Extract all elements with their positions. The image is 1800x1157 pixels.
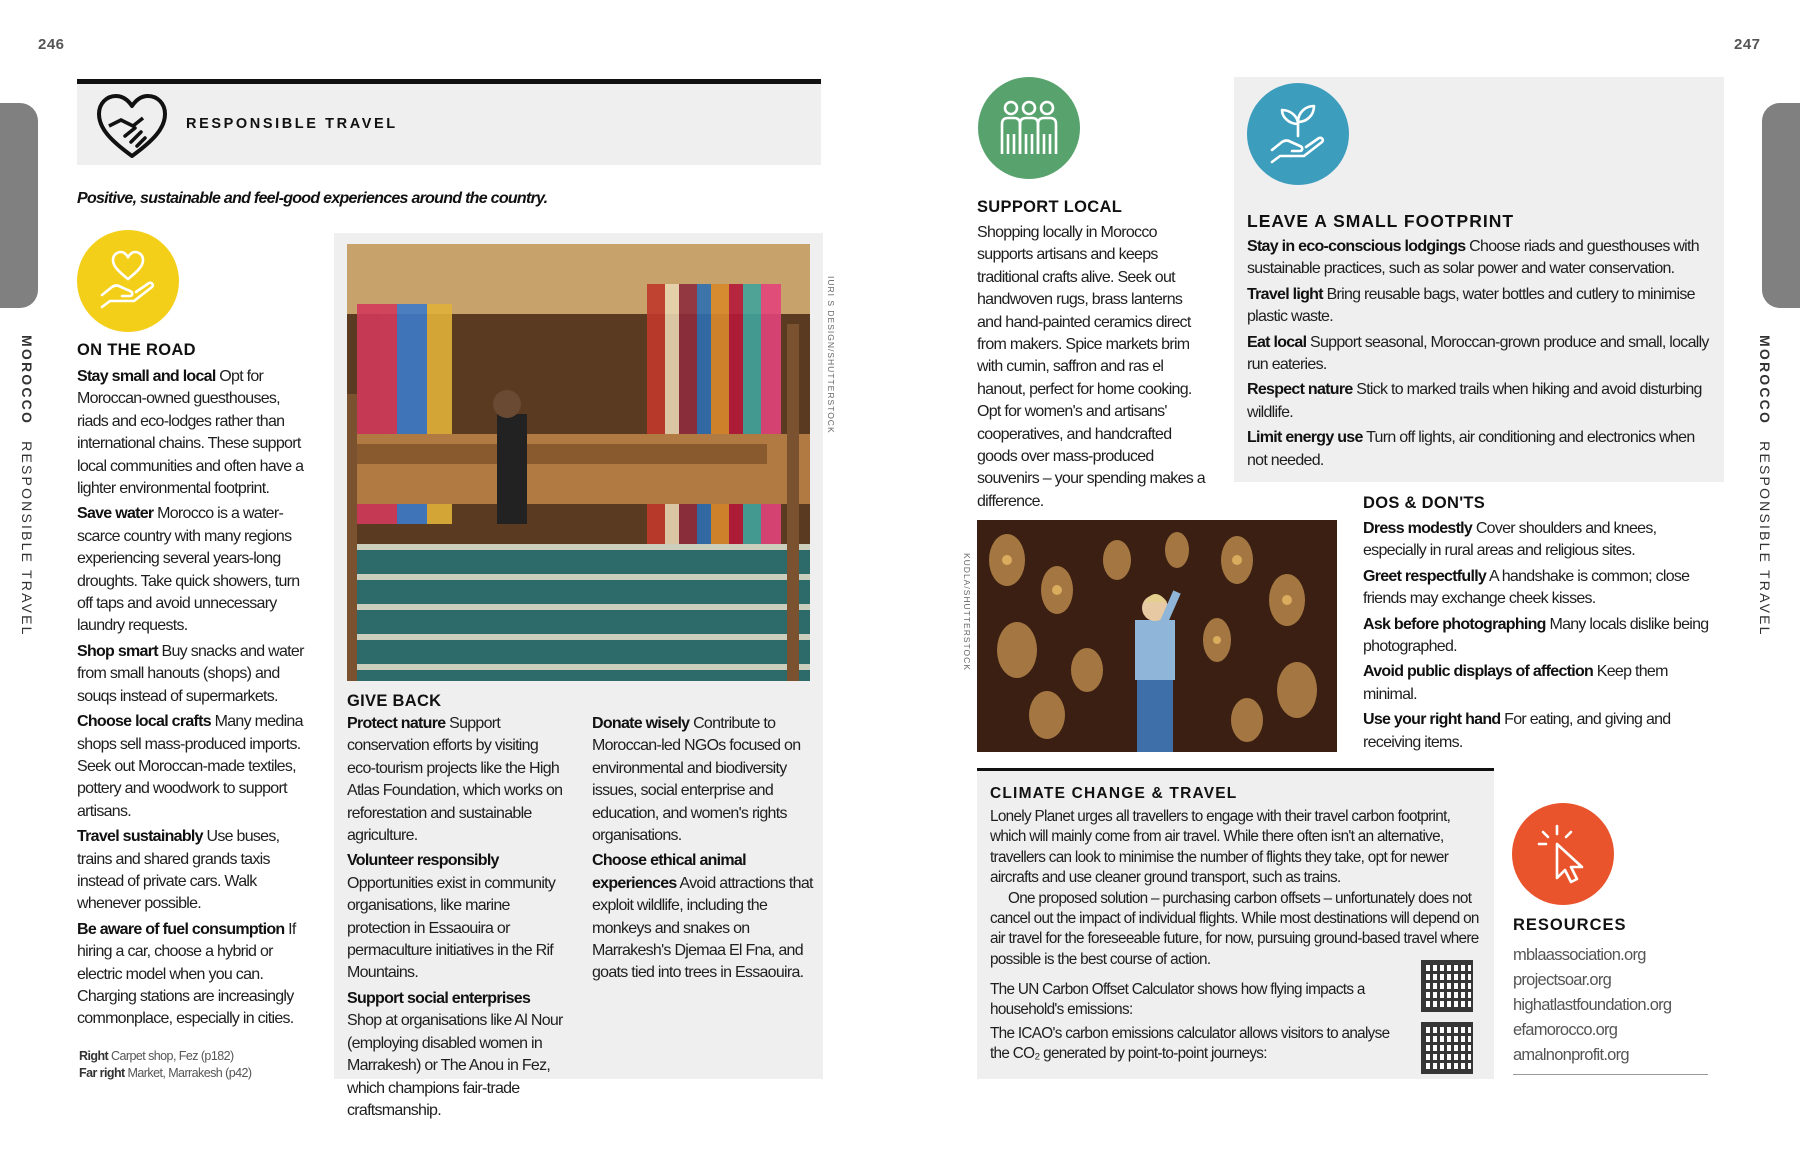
on-the-road-list <box>77 366 312 1034</box>
header-title: RESPONSIBLE TRAVEL <box>186 116 398 132</box>
list-item: Avoid public displays of affection Keep them minimal. <box>1363 663 1668 703</box>
list-item: Travel light Bring reusable bags, water bottles and cutlery to minimise plastic waste. <box>1247 285 1695 326</box>
intro-text: Positive, sustainable and feel-good experiences around the country. <box>77 190 548 207</box>
small-footprint-title: LEAVE A SMALL FOOTPRINT <box>1247 211 1515 231</box>
resource-link[interactable]: amalnonprofit.org <box>1513 1046 1629 1064</box>
climate-paragraph-2: One proposed solution – purchasing carbon offsets – unfortunately does not cancel out the impact of individual flights. While most destinations will depend on air travel for the foreseeable future, for now, pursuing ground-based travel where possible is the best course of action. <box>990 889 1479 968</box>
list-item: Dress modestly Cover shoulders and knees, especially in rural areas and religious sites. <box>1363 520 1657 560</box>
side-label-right <box>1757 335 1773 637</box>
support-local-title: SUPPORT LOCAL <box>977 198 1123 216</box>
page-number-right: 247 <box>1734 36 1761 53</box>
small-footprint-list <box>1247 236 1712 475</box>
photo-credit-left: IURI S DESIGN/SHUTTERSTOCK <box>826 276 836 434</box>
list-item: Choose local crafts Many medina shops sell mass-produced imports. Seek out Moroccan-made textiles, pottery and woodwork to support artisans. <box>77 713 303 820</box>
on-the-road-title: ON THE ROAD <box>77 341 196 359</box>
dos-donts-title: DOS & DON'TS <box>1363 494 1486 512</box>
climate-title: CLIMATE CHANGE & TRAVEL <box>990 785 1238 802</box>
side-label-left <box>19 335 35 637</box>
climate-paragraph-1: Lonely Planet urges all travellers to engage with their travel carbon footprint, which will mainly come from air travel. While there often isn't an alternative, travellers can look to minimise the number of flights they take, opt for newer aircrafts and use cleaner ground transport, such as trains. <box>990 808 1451 887</box>
page-number-left: 246 <box>38 36 65 53</box>
list-item: Ask before photographing Many locals dislike being photographed. <box>1363 615 1709 656</box>
caption-far-right: Far right Market, Marrakesh (p42) <box>79 1066 252 1080</box>
side-label-section: RESPONSIBLE TRAVEL <box>1757 441 1773 637</box>
plant-in-hand-icon <box>1247 83 1349 185</box>
list-item: Volunteer responsibly Opportunities exist in community organisations, like marine protection in Essaouira or permaculture initiatives in the Rif Mountains. <box>347 852 556 982</box>
caption-right: Right Carpet shop, Fez (p182) <box>79 1049 234 1063</box>
community-people-icon <box>978 77 1080 179</box>
qr-code-icon[interactable] <box>1421 1022 1473 1074</box>
header-band <box>77 79 821 165</box>
climate-text <box>990 807 1487 970</box>
chapter-tab-left <box>0 103 38 308</box>
give-back-title: GIVE BACK <box>347 692 442 710</box>
list-item: Choose ethical animal experiences Avoid attractions that exploit wildlife, including the monkeys and snakes on Marrakesh's Djemaa El Fna, and goats tied into trees in Essaouira. <box>592 852 813 982</box>
photo-captions <box>79 1048 251 1082</box>
climate-panel <box>977 768 1494 1079</box>
climate-calc-2: The ICAO's carbon emissions calculator allows visitors to analyse the CO₂ generated by point-to-point journeys: <box>990 1025 1390 1063</box>
heart-in-hand-icon <box>77 230 179 332</box>
list-item: Travel sustainably Use buses, trains and shared grands taxis instead of private cars. Walk whenever possible. <box>77 828 280 913</box>
list-item: Respect nature Stick to marked trails when hiking and avoid disturbing wildlife. <box>1247 381 1702 421</box>
handshake-heart-icon <box>95 92 169 162</box>
climate-calc-1: The UN Carbon Offset Calculator shows how flying impacts a household's emissions: <box>990 981 1365 1019</box>
market-photo <box>977 520 1337 752</box>
list-item: Eat local Support seasonal, Moroccan-grown produce and small, locally run eateries. <box>1247 333 1709 374</box>
resource-link[interactable]: mblaassociation.org <box>1513 946 1646 964</box>
list-item: Stay small and local Opt for Moroccan-owned guesthouses, riads and eco-lodges rather than international chains. These support local communities and often have a lighter environmental footprint. <box>77 368 304 498</box>
give-back-list-col2 <box>592 713 814 988</box>
dos-donts-list <box>1363 518 1723 757</box>
support-local-text: Shopping locally in Morocco supports artisans and keeps traditional crafts alive. Seek out handwoven rugs, brass lanterns and hand-painted ceramics direct from makers. Spice markets brim with cumin, saffron and ras el hanout, perfect for home cooking. Opt for women's and artisans' cooperatives, and handcrafted goods over mass-produced souvenirs – your spending makes a difference. <box>977 224 1205 510</box>
list-item: Limit energy use Turn off lights, air conditioning and electronics when not needed. <box>1247 429 1695 469</box>
side-label-country: MOROCCO <box>19 335 35 426</box>
resource-link[interactable]: highatlastfoundation.org <box>1513 996 1672 1014</box>
list-item: Greet respectfully A handshake is common; close friends may exchange cheek kisses. <box>1363 567 1690 608</box>
list-item: Be aware of fuel consumption If hiring a car, choose a hybrid or electric model when you can. Charging stations are increasingly commonplace, especially in cities. <box>77 920 296 1028</box>
resource-link[interactable]: efamorocco.org <box>1513 1021 1618 1039</box>
list-item: Stay in eco-conscious lodgings Choose riads and guesthouses with sustainable practices, such as solar power and water conservation. <box>1247 238 1699 278</box>
list-item: Use your right hand For eating, and giving and receiving items. <box>1363 711 1671 751</box>
resources-title: RESOURCES <box>1513 916 1627 934</box>
list-item: Protect nature Support conservation efforts by visiting eco-tourism projects like the High Atlas Foundation, which works on reforestation and sustainable agriculture. <box>347 715 563 845</box>
chapter-tab-right <box>1762 103 1800 308</box>
list-item: Donate wisely Contribute to Moroccan-led NGOs focused on environmental and biodiversity issues, social enterprise and education, and women's rights organisations. <box>592 715 801 845</box>
list-item: Save water Morocco is a water-scarce country with many regions experiencing several years-long droughts. Take quick showers, turn off taps and avoid unnecessary laundry requests. <box>77 505 300 635</box>
side-label-country: MOROCCO <box>1757 335 1773 426</box>
carpet-shop-photo <box>347 244 810 681</box>
list-item: Support social enterprises Shop at organisations like Al Nour (employing disabled women in Marrakesh) or The Anou in Fez, which champions fair-trade craftsmanship. <box>347 989 563 1119</box>
resource-link[interactable]: projectsoar.org <box>1513 971 1612 989</box>
give-back-list-col1 <box>347 713 567 1125</box>
resources-list <box>1513 943 1708 1075</box>
cursor-click-icon <box>1512 803 1614 905</box>
list-item: Shop smart Buy snacks and water from small hanouts (shops) and souqs instead of supermarkets. <box>77 642 304 705</box>
side-label-section: RESPONSIBLE TRAVEL <box>19 441 35 637</box>
photo-credit-right: KUDLA/SHUTTERSTOCK <box>962 553 972 671</box>
qr-code-icon[interactable] <box>1421 960 1473 1012</box>
